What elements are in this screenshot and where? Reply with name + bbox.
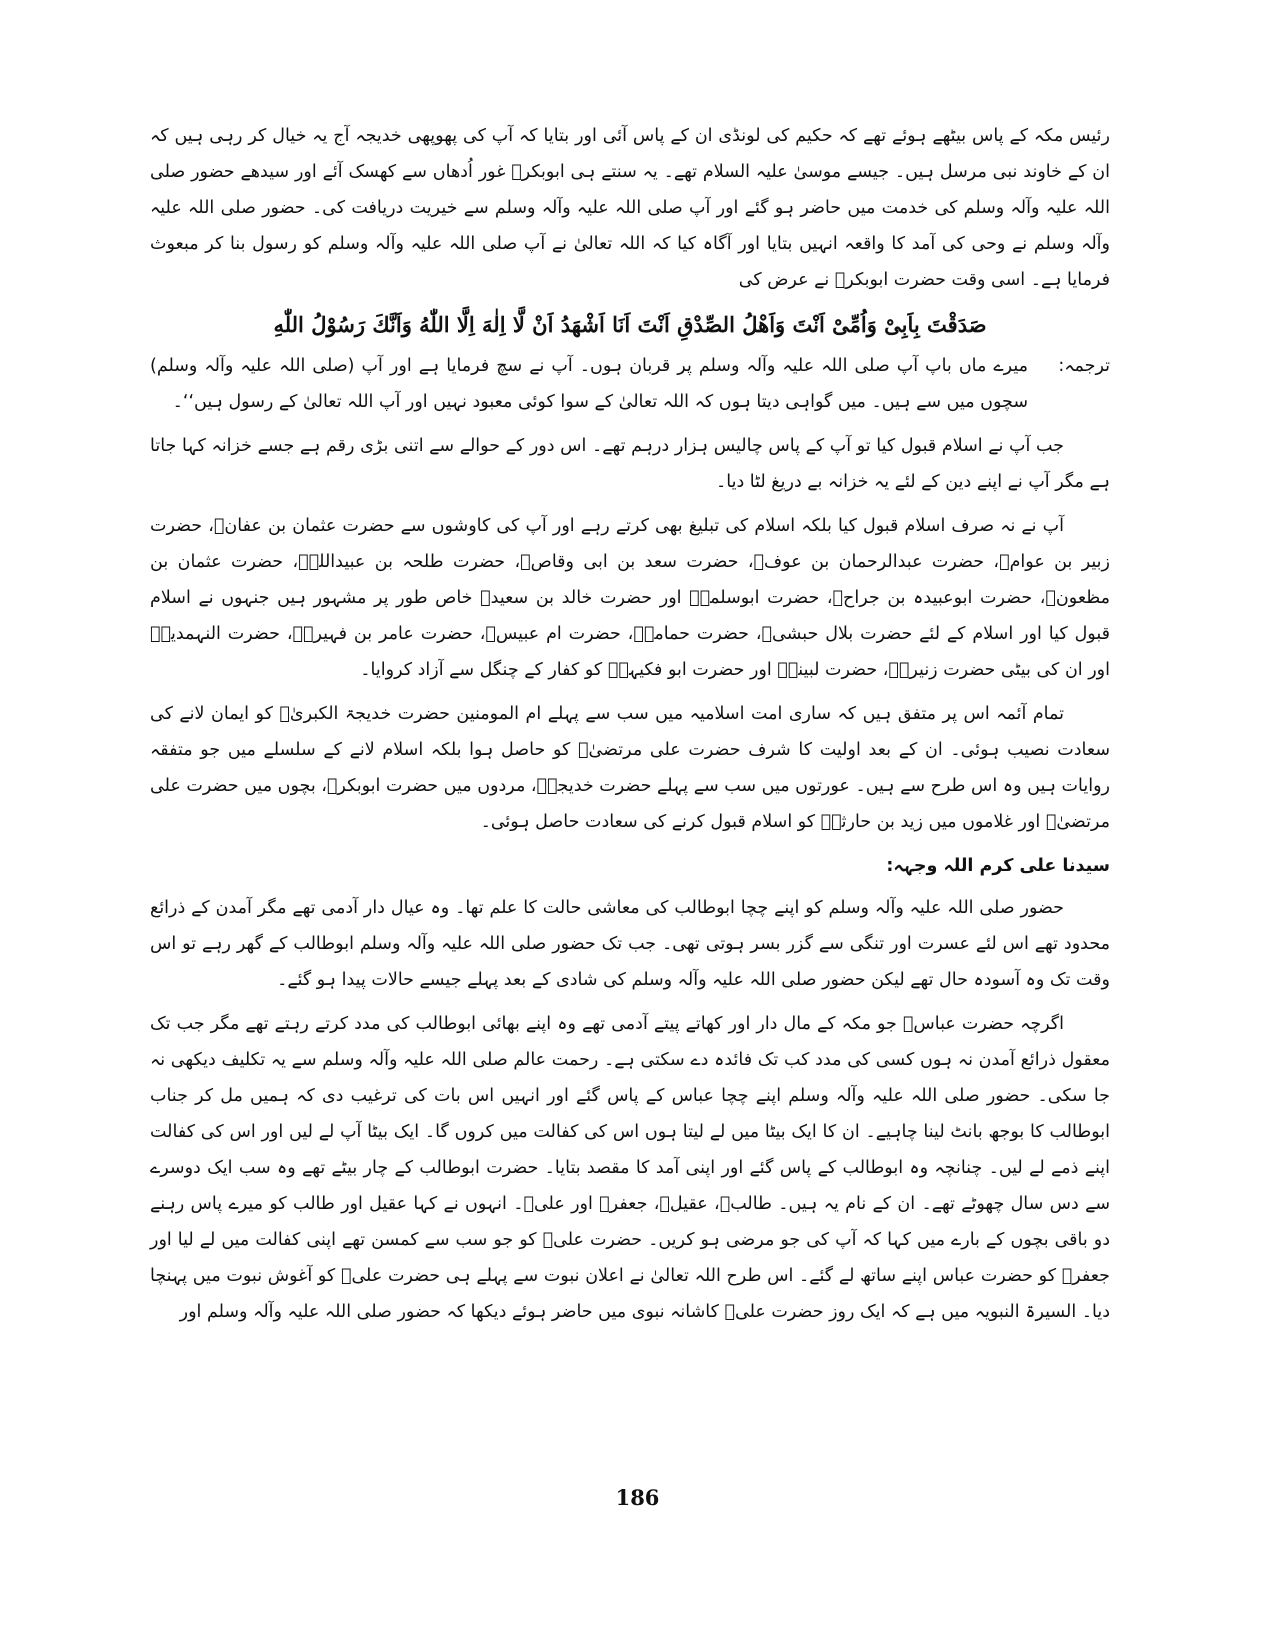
paragraph-1: رئیس مکہ کے پاس بیٹھے ہوئے تھے کہ حکیم کی لونڈی ان کے پاس آئی اور بتایا کہ آپ کی پھوپھی خدیجہ آج یہ خیال کر رہی ہیں کہ ان کے خاوند نبی مرسل ہیں۔ جیسے موسیٰ علیہ السلام تھے۔ یہ سنتے ہی ابوبکرؓ غور اُدھاں سے کھسک آئے اور سیدھے حضور صلی اللہ علیہ وآلہ وسلم کی خدمت میں حاضر ہو گئے اور آپ صلی اللہ علیہ وآلہ وسلم سے خیریت دریافت کی۔ حضور صلی اللہ علیہ وآلہ وسلم نے وحی کی آمد کا واقعہ انہیں بتایا اور آگاہ کیا کہ اللہ تعالیٰ نے آپ صلی اللہ علیہ وآلہ وسلم کو رسول بنا کر مبعوث فرمایا ہے۔ اسی وقت حضرت ابوبکرؓ نے عرض کی xyxy=(150,126,1110,290)
paragraph-3: آپ نے نہ صرف اسلام قبول کیا بلکہ اسلام کی تبلیغ بھی کرتے رہے اور آپ کی کاوشوں سے حضرت عثمان بن عفانؓ، حضرت زبیر بن عوامؓ، حضرت عبدالرحمان بن عوفؓ، حضرت سعد بن ابی وقاصؓ، حضرت طلحہ بن عبیداللہؓ، حضرت عثمان بن مظعونؓ، حضرت ابوعبیدہ بن جراحؓ، حضرت ابوسلمہؓ اور حضرت خالد بن سعیدؓ خاص طور پر مشہور ہیں جنہوں نے اسلام قبول کیا اور اسلام کے لئے حضرت بلال حبشیؓ، حضرت حمامہؓ، حضرت ام عبیسؓ، حضرت عامر بن فہیرہؓ، حضرت النہمدیہؓ اور ان کی بیٹی حضرت زنیرہؓ، حضرت لبینہؓ اور حضرت ابو فکیہہؓ کو کفار کے چنگل سے آزاد کروایا۔ xyxy=(150,516,1110,680)
section-heading: سیدنا علی کرم اللہ وجہہ: xyxy=(886,856,1110,876)
paragraph-4: تمام آئمہ اس پر متفق ہیں کہ ساری امت اسلامیہ میں سب سے پہلے ام المومنین حضرت خدیجۃ الکبریٰؓ کو ایمان لانے کی سعادت نصیب ہوئی۔ ان کے بعد اولیت کا شرف حضرت علی مرتضیٰؓ کو حاصل ہوا بلکہ اسلام لانے کے سلسلے میں جو متفقہ روایات ہیں وہ اس طرح سے ہیں۔ عورتوں میں سب سے پہلے حضرت خدیجہؓ، مردوں میں حضرت ابوبکرؓ، بچوں میں حضرت علی مرتضیٰؓ اور غلاموں میں زید بن حارثہؓ کو اسلام قبول کرنے کی سعادت حاصل ہوئی۔ xyxy=(150,704,1110,832)
translation-label: ترجمہ: xyxy=(1058,356,1110,376)
page-number: 186 xyxy=(615,1485,660,1510)
arabic-quote: صَدَقْتَ بِاَبِیْ وَاُمِّیْ اَنْتَ وَاَهْلُ الصِّدْقِ اَنْتَ اَنَا اَشْهَدُ اَنْ لَّا اِلٰهَ اِلَّا اللّٰهُ وَاَنَّكَ رَسُوْلُ اللّٰهِ xyxy=(273,312,987,337)
paragraph-2: جب آپ نے اسلام قبول کیا تو آپ کے پاس چالیس ہزار درہم تھے۔ اس دور کے حوالے سے اتنی بڑی رقم ہے جسے خزانہ کہا جاتا ہے مگر آپ نے اپنے دین کے لئے یہ خزانہ بے دریغ لٹا دیا۔ xyxy=(150,436,1110,492)
paragraph-6: اگرچہ حضرت عباسؓ جو مکہ کے مال دار اور کھاتے پیتے آدمی تھے وہ اپنے بھائی ابوطالب کی مدد کرتے رہتے تھے مگر جب تک معقول ذرائع آمدن نہ ہوں کسی کی مدد کب تک فائدہ دے سکتی ہے۔ رحمت عالم صلی اللہ علیہ وآلہ وسلم سے یہ تکلیف دیکھی نہ جا سکی۔ حضور صلی اللہ علیہ وآلہ وسلم اپنے چچا عباس کے پاس گئے اور انہیں اس بات کی ترغیب دی کہ ہمیں مل کر جناب ابوطالب کا بوجھ بانٹ لینا چاہیے۔ ان کا ایک بیٹا میں لے لیتا ہوں اس کی کفالت میں کروں گا۔ ایک بیٹا آپ لے لیں اور اس کی کفالت اپنے ذمے لے لیں۔ چنانچہ وہ ابوطالب کے پاس گئے اور اپنی آمد کا مقصد بتایا۔ حضرت ابوطالب کے چار بیٹے تھے وہ سب ایک دوسرے سے دس سال چھوٹے تھے۔ ان کے نام یہ ہیں۔ طالبؓ، عقیلؓ، جعفرؓ اور علیؓ۔ انہوں نے کہا عقیل اور طالب کو میرے پاس رہنے دو باقی بچوں کے بارے میں کہا کہ آپ کی جو مرضی ہو کریں۔ حضرت علیؓ کو جو سب سے کمسن تھے اپنی کفالت میں لے لیا اور جعفرؓ کو حضرت عباس اپنے ساتھ لے گئے۔ اس طرح اللہ تعالیٰ نے اعلان نبوت سے پہلے ہی حضرت علیؓ کو آغوش نبوت میں پہنچا دیا۔ السیرۃ النبویہ میں ہے کہ ایک روز حضرت علیؓ کاشانہ نبوی میں حاضر ہوئے دیکھا کہ حضور صلی اللہ علیہ وآلہ وسلم اور xyxy=(150,1014,1110,1322)
translation-block xyxy=(150,348,1110,420)
paragraph-5: حضور صلی اللہ علیہ وآلہ وسلم کو اپنے چچا ابوطالب کی معاشی حالت کا علم تھا۔ وہ عیال دار آدمی تھے مگر آمدن کے ذرائع محدود تھے اس لئے عسرت اور تنگی سے گزر بسر ہوتی تھی۔ جب تک حضور صلی اللہ علیہ وآلہ وسلم ابوطالب کے گھر رہے تو اس وقت تک وہ آسودہ حال تھے لیکن حضور صلی اللہ علیہ وآلہ وسلم کی شادی کے بعد پہلے جیسے حالات پیدا ہو گئے۔ xyxy=(150,898,1110,990)
translation-text: میرے ماں باپ آپ صلی اللہ علیہ وآلہ وسلم پر قربان ہوں۔ آپ نے سچ فرمایا ہے اور آپ (صلی اللہ علیہ وآلہ وسلم) سچوں میں سے ہیں۔ میں گواہی دیتا ہوں کہ اللہ تعالیٰ کے سوا کوئی معبود نہیں اور آپ اللہ تعالیٰ کے رسول ہیں‘‘۔ xyxy=(150,356,1028,412)
page-body xyxy=(150,118,1110,1338)
